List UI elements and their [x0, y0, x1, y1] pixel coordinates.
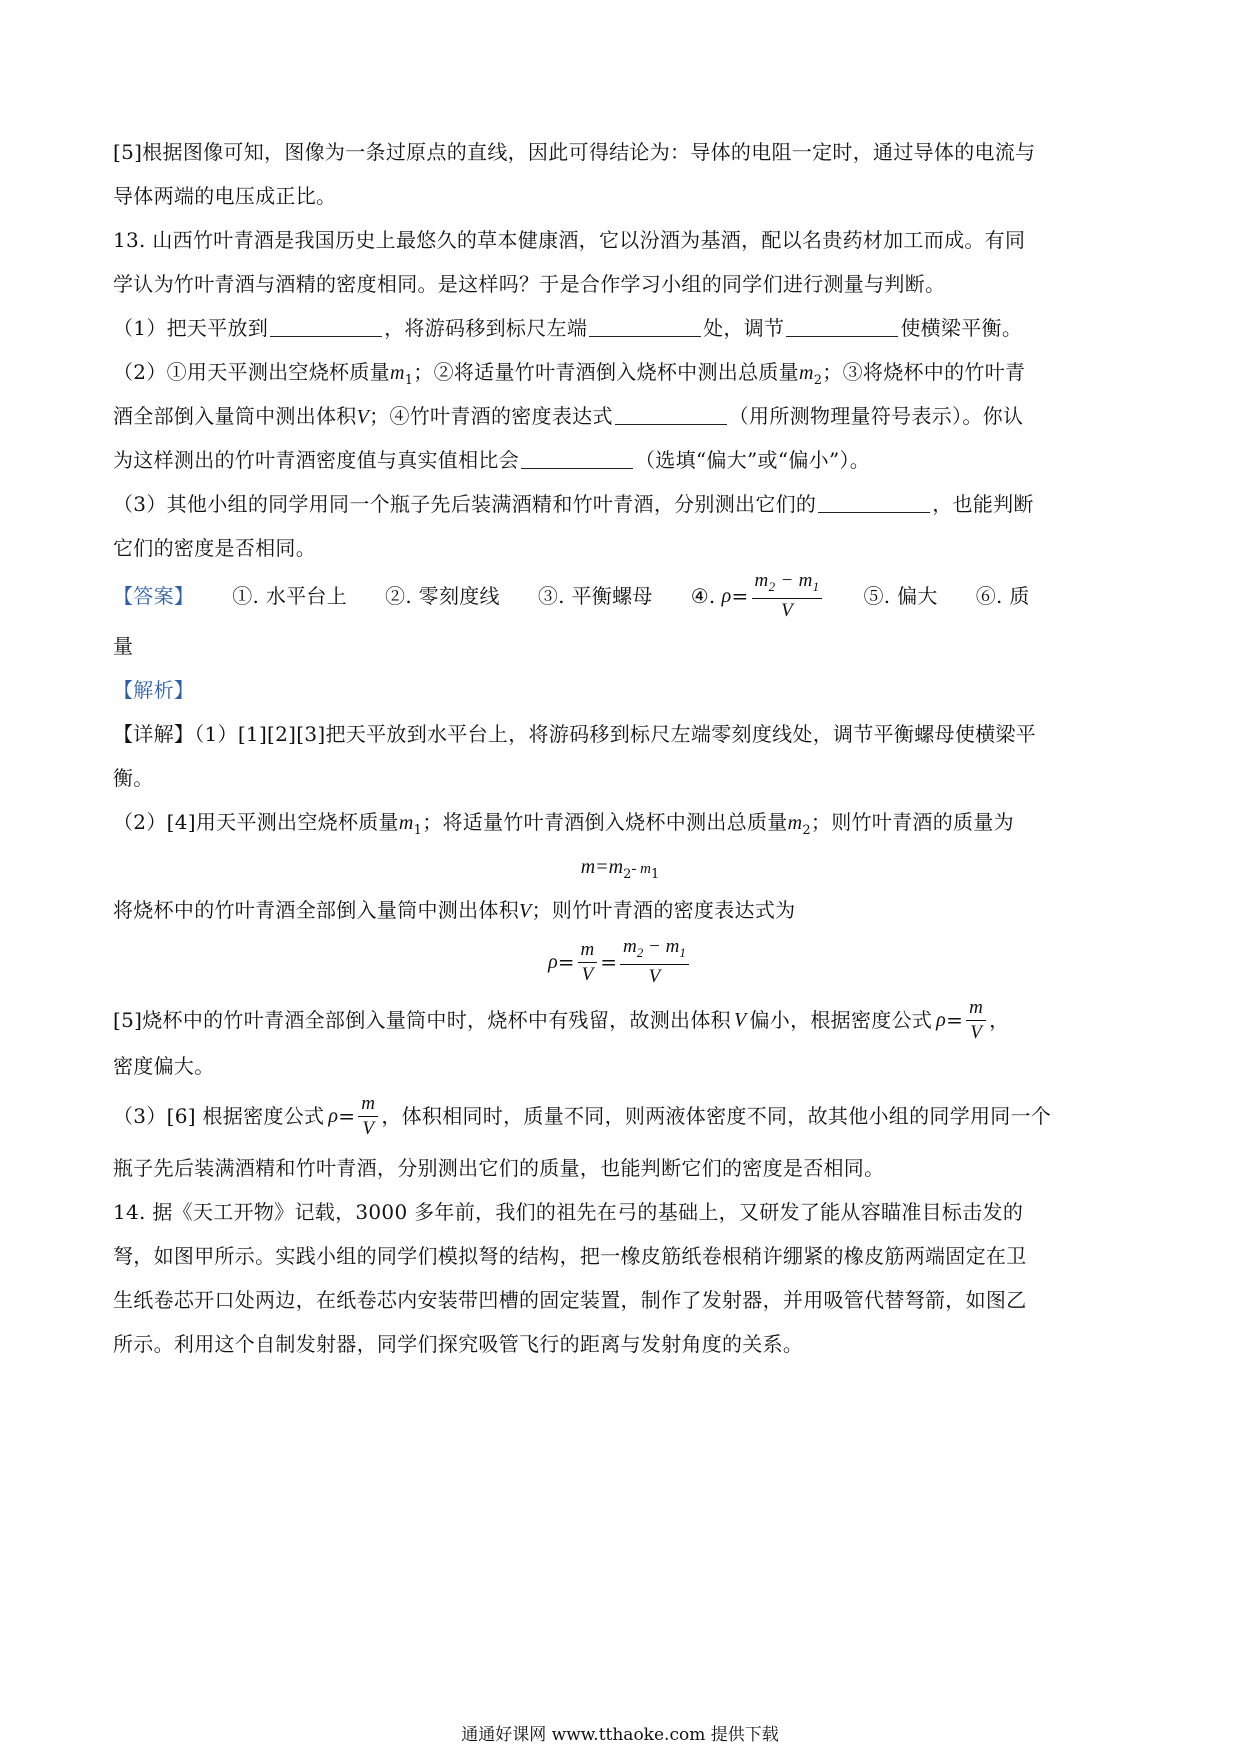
answer-blank-2 — [589, 316, 701, 337]
answer-blank-4 — [615, 404, 727, 425]
answer-3: ③. 平衡螺母 — [537, 584, 653, 608]
question-13-part-3: 它们的密度是否相同。 — [113, 536, 316, 560]
answer-blank-5 — [521, 448, 633, 469]
detail-line: 将烧杯中的竹叶青酒全部倒入量筒中测出体积V；则竹叶青酒的密度表达式为 — [113, 898, 796, 922]
detail-line: 密度偏大。 — [113, 1054, 215, 1078]
page-footer: 通通好课网 www.tthaoke.com 提供下载 — [461, 1725, 779, 1745]
question-14-line: 生纸卷芯开口处两边，在纸卷芯内安装带凹槽的固定装置，制作了发射器，并用吸管代替弩箭，如图乙 — [113, 1288, 1027, 1312]
question-13-line: 13. 山西竹叶青酒是我国历史上最悠久的草本健康酒，它以汾酒为基酒，配以名贵药材加工而成。有同 — [113, 228, 1026, 252]
text-line: [5]根据图像可知，图像为一条过原点的直线，因此可得结论为：导体的电阻一定时，通过导体的电流与 — [113, 140, 1036, 164]
question-13-part-1: （1）把天平放到 ，将游码移到标尺左端 处，调节 使横梁平衡。 — [113, 316, 1023, 340]
rho-symbol: ρ — [721, 585, 732, 607]
question-13-line: 学认为竹叶青酒与酒精的密度相同。是这样吗？于是合作学习小组的同学们进行测量与判断。 — [113, 272, 946, 296]
question-14-line: 14. 据《天工开物》记载，3000 多年前，我们的祖先在弓的基础上，又研发了能从容瞄准目标击发的 — [113, 1200, 1024, 1224]
answer-blank-1 — [270, 316, 382, 337]
answer-line: 【答案】 ①. 水平台上 ②. 零刻度线 ③. 平衡螺母 ④. ρ = $\frac{m_2 - m_1}{V}$ ⑤. 偏大 ⑥. 质 — [113, 569, 1030, 622]
answer-6: ⑥. 质 — [975, 584, 1030, 608]
question-13-part-2: 为这样测出的竹叶青酒密度值与真实值相比会 （选填“偏大”或“偏小”）。 — [113, 448, 871, 472]
density-formula: $\frac{m_2 - m_1}{V}$ — [752, 569, 823, 624]
detail-line: （3）[6] 根据密度公式 ρ = $\frac{m}{V}$ ，体积相同时，质量不同，则两液体密度不同，故其他小组的同学用同一个 — [113, 1092, 1052, 1139]
detail-line: 瓶子先后装满酒精和竹叶青酒，分别测出它们的质量，也能判断它们的密度是否相同。 — [113, 1156, 885, 1180]
text-line: 导体两端的电压成正比。 — [113, 184, 337, 208]
density-equation: ρ = $\frac{m}{V}$ = $\frac{m_2 - m_1}{V}$ — [0, 934, 1240, 990]
detail-line: 【详解】（1）[1][2][3]把天平放到水平台上，将游码移到标尺左端零刻度线处，调节平衡螺母使横梁平 — [113, 722, 1037, 746]
answer-2: ②. 零刻度线 — [385, 584, 500, 608]
detail-line: 衡。 — [113, 766, 154, 790]
mass-equation: $m=m_2-$ $m_1$ — [580, 856, 660, 882]
question-13-part-2: （2）①用天平测出空烧杯质量$m_1$；②将适量竹叶青酒倒入烧杯中测出总质量$m_2$；③将烧杯中的竹叶青 — [113, 360, 1026, 388]
analysis-label: 【解析】 — [113, 678, 195, 702]
answer-blank-3 — [786, 316, 898, 337]
question-14-line: 所示。利用这个自制发射器，同学们探究吸管飞行的距离与发射角度的关系。 — [113, 1332, 804, 1356]
detail-line: [5]烧杯中的竹叶青酒全部倒入量筒中时，烧杯中有残留，故测出体积 V 偏小，根据密度公式 ρ = $\frac{m}{V}$ ， — [113, 996, 1010, 1043]
answer-line-cont: 量 — [113, 634, 134, 658]
answer-5: ⑤. 偏大 — [863, 584, 938, 608]
answer-1: ①. 水平台上 — [232, 584, 348, 608]
answer-blank-6 — [818, 492, 930, 513]
answer-4: ④. — [690, 584, 716, 608]
question-13-part-3: （3）其他小组的同学用同一个瓶子先后装满酒精和竹叶青酒，分别测出它们的 ，也能判断 — [113, 492, 1034, 516]
question-14-line: 弩，如图甲所示。实践小组的同学们模拟弩的结构，把一橡皮筋纸卷根稍许绷紧的橡皮筋两端固定在卫 — [113, 1244, 1027, 1268]
answer-label: 【答案】 — [113, 584, 195, 608]
question-13-part-2: 酒全部倒入量筒中测出体积V；④竹叶青酒的密度表达式 （用所测物理量符号表示）。你认 — [113, 404, 1024, 428]
detail-line: （2）[4]用天平测出空烧杯质量$m_1$；将适量竹叶青酒倒入烧杯中测出总质量$m_2$；则竹叶青酒的质量为 — [113, 810, 1014, 838]
